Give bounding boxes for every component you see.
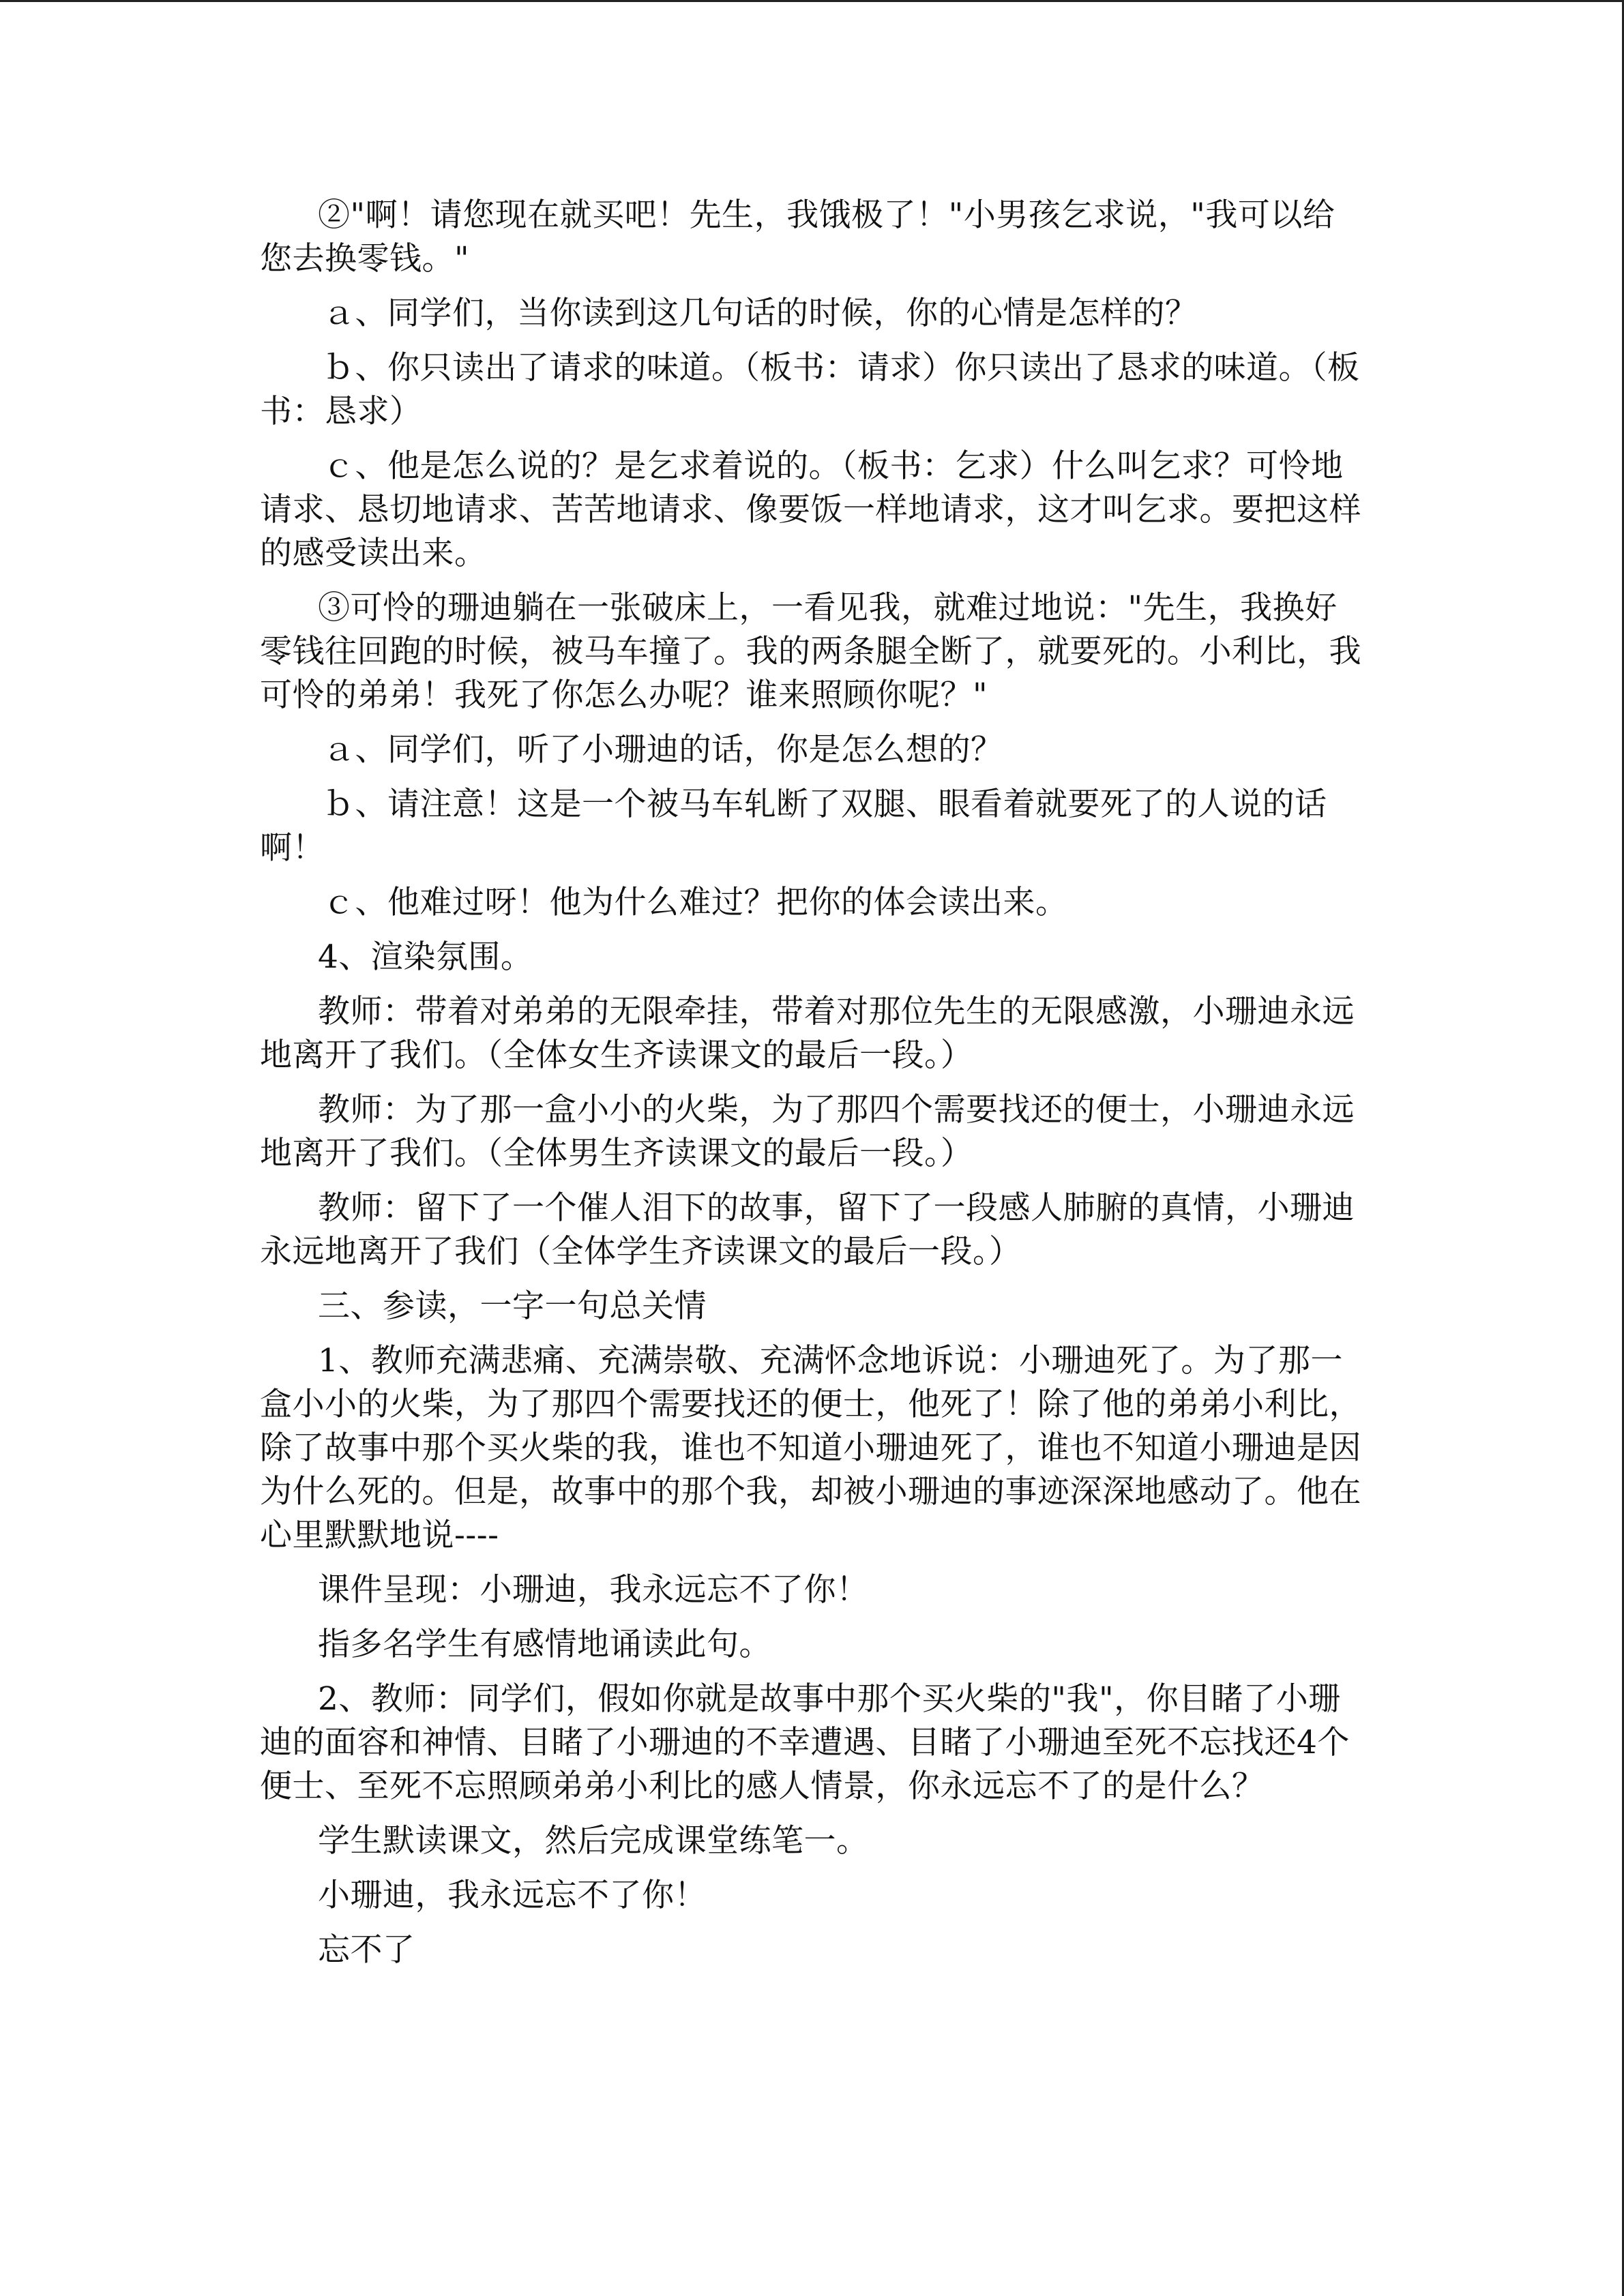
paragraph-2b: ｂ、你只读出了请求的味道。（板书：请求）你只读出了恳求的味道。（板书：恳求） [260,349,1360,430]
section-heading-3: 三、参读，一字一句总关情 [318,1287,707,1325]
document-body [260,194,1365,1983]
paragraph-teacher-3: 教师：留下了一个催人泪下的故事，留下了一段感人肺腑的真情，小珊迪永远地离开了我们（全体学生齐读课文的最后一段。） [260,1189,1355,1270]
paragraph-section3-2: 2、教师：同学们，假如你就是故事中那个买火柴的"我"，你目睹了小珊迪的面容和神情、目睹了小珊迪的不幸遭遇、目睹了小珊迪至死不忘找还4个便士、至死不忘照顾弟弟小利比的感人情景，你永远忘不了的是什么？ [260,1680,1350,1805]
paragraph-2c: ｃ、他是怎么说的？是乞求着说的。（板书：乞求）什么叫乞求？可怜地请求、恳切地请求、苦苦地请求、像要饭一样地请求，这才叫乞求。要把这样的感受读出来。 [260,447,1361,572]
paragraph-forget: 忘不了 [318,1931,415,1969]
paragraph-section3-1: 1、教师充满悲痛、充满崇敬、充满怀念地诉说：小珊迪死了。为了那一盒小小的火柴，为了那四个需要找还的便士，他死了！除了他的弟弟小利比，除了故事中那个买火柴的我，谁也不知道小珊迪死了，谁也不知道小珊迪是因为什么死的。但是，故事中的那个我，却被小珊迪的事迹深深地感动了。他在心里默默地说---- [260,1342,1361,1554]
paragraph-3b: ｂ、请注意！这是一个被马车轧断了双腿、眼看着就要死了的人说的话啊！ [260,786,1327,867]
paragraph-3a: ａ、同学们，听了小珊迪的话，你是怎么想的？ [323,731,1003,769]
paragraph-2a: ａ、同学们，当你读到这几句话的时候，你的心情是怎样的？ [323,295,1198,332]
paragraph-teacher-2: 教师：为了那一盒小小的火柴，为了那四个需要找还的便士，小珊迪永远地离开了我们。（全体男生齐读课文的最后一段。） [260,1091,1355,1172]
paragraph-quote-2: ②"啊！请您现在就买吧！先生，我饿极了！"小男孩乞求说，"我可以给您去换零钱。" [260,196,1335,278]
paragraph-3c: ｃ、他难过呀！他为什么难过？把你的体会读出来。 [323,884,1068,921]
paragraph-quote-3: ③可怜的珊迪躺在一张破床上，一看见我，就难过地说："先生，我换好零钱往回跑的时候，被马车撞了。我的两条腿全断了，就要死的。小利比，我可怜的弟弟！我死了你怎么办呢？谁来照顾你呢？" [260,589,1361,714]
paragraph-teacher-1: 教师：带着对弟弟的无限牵挂，带着对那位先生的无限感激，小珊迪永远地离开了我们。（全体女生齐读课文的最后一段。） [260,993,1355,1074]
paragraph-exercise: 学生默读课文，然后完成课堂练笔一。 [318,1822,869,1860]
paragraph-forget-title: 小珊迪，我永远忘不了你！ [318,1877,707,1914]
paragraph-courseware: 课件呈现：小珊迪，我永远忘不了你！ [318,1571,869,1609]
paragraph-step-4: 4、渲染氛围。 [318,938,533,976]
paragraph-recite: 指多名学生有感情地诵读此句。 [318,1626,771,1663]
